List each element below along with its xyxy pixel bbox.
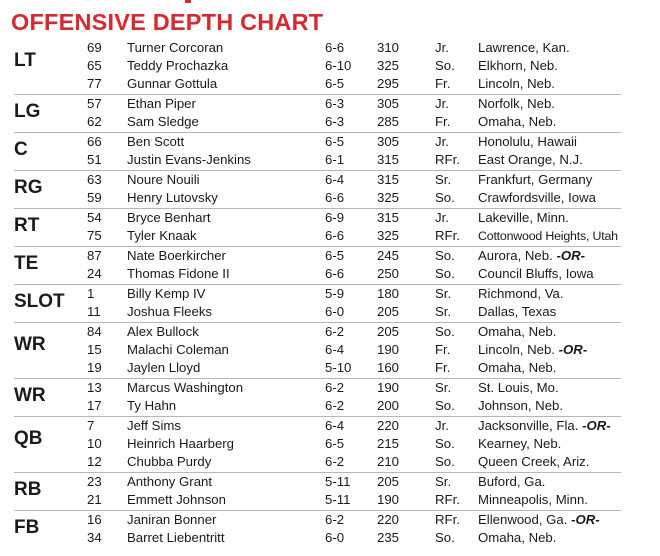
player-height: 6-4 — [325, 172, 345, 187]
player-weight: 210 — [377, 454, 400, 469]
player-hometown — [478, 341, 587, 359]
or-marker: -OR- — [571, 512, 600, 527]
player-row — [14, 435, 621, 453]
player-height: 6-4 — [325, 418, 345, 433]
jersey-number: 13 — [87, 380, 102, 395]
jersey-number: 23 — [87, 474, 102, 489]
player-row — [14, 265, 621, 283]
player-row — [14, 227, 621, 245]
player-name: Billy Kemp IV — [127, 286, 206, 301]
jersey-number: 24 — [87, 266, 102, 281]
player-height: 6-6 — [325, 228, 345, 243]
player-weight: 215 — [377, 436, 400, 451]
player-weight: 190 — [377, 492, 400, 507]
player-height: 6-2 — [325, 380, 345, 395]
player-height: 5-11 — [325, 492, 351, 507]
player-height: 6-3 — [325, 96, 345, 111]
position-label: RT — [14, 215, 40, 236]
player-height: 6-1 — [325, 152, 345, 167]
hometown-text: Cottonwood Heights, Utah — [478, 229, 618, 243]
player-year: Sr. — [435, 474, 452, 489]
player-weight: 245 — [377, 248, 400, 263]
player-name: Tyler Knaak — [127, 228, 197, 243]
player-weight: 250 — [377, 266, 400, 281]
hometown-text: Crawfordsville, Iowa — [478, 190, 596, 205]
player-name: Joshua Fleeks — [127, 304, 213, 319]
player-hometown — [478, 491, 588, 509]
player-row — [14, 453, 621, 471]
player-year: Sr. — [435, 286, 452, 301]
hometown-text: Jacksonville, Fla. — [478, 418, 579, 433]
player-year: So. — [435, 190, 455, 205]
position-group-te — [14, 247, 621, 285]
player-name: Jeff Sims — [127, 418, 181, 433]
player-weight: 220 — [377, 512, 400, 527]
player-name: Justin Evans-Jenkins — [127, 152, 251, 167]
player-hometown — [478, 285, 564, 303]
hometown-text: Lincoln, Neb. — [478, 342, 555, 357]
player-weight: 325 — [377, 190, 400, 205]
player-height: 6-0 — [325, 304, 345, 319]
jersey-number: 12 — [87, 454, 102, 469]
player-height: 6-4 — [325, 342, 345, 357]
or-marker: -OR- — [558, 342, 588, 357]
player-row — [14, 323, 621, 341]
hometown-text: Queen Creek, Ariz. — [478, 454, 590, 469]
player-year: Fr. — [435, 76, 451, 91]
hometown-text: Norfolk, Neb. — [478, 96, 555, 111]
hometown-text: Minneapolis, Minn. — [478, 492, 588, 507]
player-name: Malachi Coleman — [127, 342, 229, 357]
jersey-number: 17 — [87, 398, 102, 413]
player-name: Anthony Grant — [127, 474, 213, 489]
jersey-number: 65 — [87, 58, 102, 73]
player-weight: 190 — [377, 380, 400, 395]
player-hometown — [478, 323, 556, 341]
player-weight: 310 — [377, 40, 400, 55]
player-row — [14, 511, 621, 529]
player-height: 6-5 — [325, 76, 345, 91]
player-weight: 325 — [377, 228, 400, 243]
player-height: 6-6 — [325, 40, 345, 55]
player-hometown — [478, 133, 577, 151]
position-label: TE — [14, 253, 39, 274]
jersey-number: 62 — [87, 114, 102, 129]
position-label: LG — [14, 101, 41, 122]
player-name: Marcus Washington — [127, 380, 244, 395]
player-name: Gunnar Gottula — [127, 76, 218, 91]
position-group-qb — [14, 417, 621, 473]
jersey-number: 16 — [87, 512, 102, 527]
hometown-text: Ellenwood, Ga. — [478, 512, 568, 527]
player-weight: 325 — [377, 58, 400, 73]
player-hometown — [478, 113, 556, 131]
player-row — [14, 491, 621, 509]
player-year: So. — [435, 398, 455, 413]
player-name: Heinrich Haarberg — [127, 436, 235, 451]
player-row — [14, 189, 621, 207]
player-year: RFr. — [435, 492, 460, 507]
player-hometown — [478, 39, 570, 57]
position-label: WR — [14, 334, 46, 355]
player-hometown — [478, 95, 555, 113]
position-label: QB — [14, 428, 43, 449]
position-group-c — [14, 133, 621, 171]
hometown-text: East Orange, N.J. — [478, 152, 583, 167]
player-hometown — [478, 379, 559, 397]
jersey-number: 63 — [87, 172, 102, 187]
position-group-rt — [14, 209, 621, 247]
player-row — [14, 473, 621, 491]
position-label: WR — [14, 385, 46, 406]
player-row — [14, 379, 621, 397]
player-row — [14, 359, 621, 377]
player-row — [14, 95, 621, 113]
player-name: Emmett Johnson — [127, 492, 226, 507]
player-year: Fr. — [435, 360, 451, 375]
jersey-number: 7 — [87, 418, 95, 433]
jersey-number: 21 — [87, 492, 102, 507]
player-height: 5-11 — [325, 474, 351, 489]
hometown-text: Kearney, Neb. — [478, 436, 562, 451]
player-name: Chubba Purdy — [127, 454, 212, 469]
hometown-text: Dallas, Texas — [478, 304, 557, 319]
jersey-number: 10 — [87, 436, 102, 451]
player-year: So. — [435, 454, 455, 469]
player-height: 6-6 — [325, 266, 345, 281]
player-year: Fr. — [435, 342, 451, 357]
player-name: Barret Liebentritt — [127, 530, 225, 545]
hometown-text: Omaha, Neb. — [478, 114, 557, 129]
or-marker: -OR- — [556, 248, 586, 263]
position-label: FB — [14, 517, 40, 538]
player-weight: 160 — [377, 360, 400, 375]
player-height: 6-9 — [325, 210, 345, 225]
player-name: Janiran Bonner — [127, 512, 217, 527]
jersey-number: 15 — [87, 342, 102, 357]
hometown-text: Lawrence, Kan. — [478, 40, 570, 55]
player-hometown — [478, 435, 561, 453]
jersey-number: 84 — [87, 324, 102, 339]
player-year: Fr. — [435, 114, 451, 129]
player-height: 6-2 — [325, 398, 345, 413]
player-year: Sr. — [435, 380, 452, 395]
player-year: Jr. — [435, 210, 449, 225]
jersey-number: 34 — [87, 530, 102, 545]
position-group-wr — [14, 323, 621, 379]
title-top-accent — [185, 0, 191, 3]
player-hometown — [478, 303, 556, 321]
player-row — [14, 529, 621, 547]
player-height: 6-2 — [325, 454, 345, 469]
position-group-fb — [14, 511, 621, 549]
player-hometown — [478, 265, 594, 283]
position-label: RG — [14, 177, 43, 198]
hometown-text: Omaha, Neb. — [478, 324, 557, 339]
hometown-text: Council Bluffs, Iowa — [478, 266, 594, 281]
player-year: Jr. — [435, 134, 449, 149]
player-height: 6-5 — [325, 134, 345, 149]
player-row — [14, 151, 621, 169]
hometown-text: St. Louis, Mo. — [478, 380, 559, 395]
player-name: Ethan Piper — [127, 96, 196, 111]
jersey-number: 57 — [87, 96, 102, 111]
player-height: 6-6 — [325, 190, 345, 205]
player-row — [14, 133, 621, 151]
player-year: Sr. — [435, 172, 452, 187]
player-height: 6-2 — [325, 512, 345, 527]
player-row — [14, 113, 621, 131]
player-hometown — [478, 247, 585, 265]
player-name: Ty Hahn — [127, 398, 177, 413]
player-row — [14, 247, 621, 265]
player-hometown — [478, 417, 611, 435]
player-row — [14, 303, 621, 321]
player-year: Jr. — [435, 96, 449, 111]
player-hometown — [478, 453, 589, 471]
player-weight: 305 — [377, 134, 400, 149]
position-label: RB — [14, 479, 42, 500]
player-hometown — [478, 57, 558, 75]
player-name: Bryce Benhart — [127, 210, 211, 225]
player-height: 5-10 — [325, 360, 352, 375]
player-hometown — [478, 209, 569, 227]
player-hometown — [478, 473, 545, 491]
player-row — [14, 397, 621, 415]
player-year: RFr. — [435, 228, 460, 243]
hometown-text: Richmond, Va. — [478, 286, 564, 301]
position-group-lt — [14, 39, 621, 95]
player-weight: 180 — [377, 286, 400, 301]
player-name: Thomas Fidone II — [127, 266, 230, 281]
hometown-text: Elkhorn, Neb. — [478, 58, 558, 73]
player-height: 6-5 — [325, 248, 345, 263]
player-year: So. — [435, 530, 455, 545]
hometown-text: Aurora, Neb. — [478, 248, 553, 263]
hometown-text: Omaha, Neb. — [478, 530, 557, 545]
hometown-text: Omaha, Neb. — [478, 360, 557, 375]
player-weight: 220 — [377, 418, 400, 433]
player-row — [14, 417, 621, 435]
player-name: Ben Scott — [127, 134, 185, 149]
player-year: So. — [435, 58, 455, 73]
player-hometown — [478, 359, 556, 377]
jersey-number: 11 — [87, 304, 101, 319]
player-row — [14, 341, 621, 359]
player-year: So. — [435, 248, 455, 263]
player-hometown — [478, 227, 618, 245]
player-name: Turner Corcoran — [127, 40, 224, 55]
player-name: Alex Bullock — [127, 324, 199, 339]
hometown-text: Johnson, Neb. — [478, 398, 564, 413]
position-label: LT — [14, 50, 36, 71]
player-hometown — [478, 529, 556, 547]
jersey-number: 77 — [87, 76, 102, 91]
position-group-lg — [14, 95, 621, 133]
player-weight: 315 — [377, 152, 400, 167]
position-group-slot — [14, 285, 621, 323]
player-weight: 305 — [377, 96, 400, 111]
jersey-number: 66 — [87, 134, 102, 149]
position-label: C — [14, 139, 28, 160]
player-weight: 200 — [377, 398, 400, 413]
position-label: SLOT — [14, 291, 65, 312]
player-year: Jr. — [435, 418, 449, 433]
jersey-number: 51 — [87, 152, 102, 167]
position-group-wr — [14, 379, 621, 417]
jersey-number: 1 — [87, 286, 95, 301]
page-title: OFFENSIVE DEPTH CHART — [11, 9, 324, 35]
player-year: So. — [435, 266, 455, 281]
player-weight: 205 — [377, 474, 400, 489]
jersey-number: 19 — [87, 360, 102, 375]
player-height: 6-3 — [325, 114, 345, 129]
player-weight: 190 — [377, 342, 400, 357]
player-name: Jaylen Lloyd — [127, 360, 201, 375]
player-weight: 315 — [377, 210, 400, 225]
hometown-text: Lincoln, Neb. — [478, 76, 555, 91]
player-hometown — [478, 75, 555, 93]
hometown-text: Buford, Ga. — [478, 474, 546, 489]
player-hometown — [478, 511, 600, 529]
jersey-number: 87 — [87, 248, 102, 263]
player-row — [14, 57, 621, 75]
player-weight: 205 — [377, 324, 400, 339]
player-name: Henry Lutovsky — [127, 190, 218, 205]
jersey-number: 69 — [87, 40, 102, 55]
position-group-rb — [14, 473, 621, 511]
player-hometown — [478, 397, 563, 415]
player-hometown — [478, 171, 592, 189]
player-weight: 235 — [377, 530, 400, 545]
player-year: So. — [435, 324, 455, 339]
jersey-number: 75 — [87, 228, 102, 243]
player-year: So. — [435, 436, 455, 451]
hometown-text: Frankfurt, Germany — [478, 172, 593, 187]
player-row — [14, 285, 621, 303]
player-weight: 295 — [377, 76, 400, 91]
player-weight: 315 — [377, 172, 400, 187]
player-height: 5-9 — [325, 286, 345, 301]
player-weight: 285 — [377, 114, 400, 129]
player-hometown — [478, 189, 596, 207]
player-height: 6-5 — [325, 436, 345, 451]
jersey-number: 54 — [87, 210, 102, 225]
player-hometown — [478, 151, 583, 169]
player-row — [14, 39, 621, 57]
player-name: Sam Sledge — [127, 114, 199, 129]
player-height: 6-10 — [325, 58, 352, 73]
player-year: RFr. — [435, 512, 460, 527]
hometown-text: Honolulu, Hawaii — [478, 134, 577, 149]
player-name: Nate Boerkircher — [127, 248, 226, 263]
player-name: Noure Nouili — [127, 172, 200, 187]
player-year: Jr. — [435, 40, 449, 55]
position-group-rg — [14, 171, 621, 209]
hometown-text: Lakeville, Minn. — [478, 210, 569, 225]
player-height: 6-2 — [325, 324, 345, 339]
player-row — [14, 171, 621, 189]
player-row — [14, 209, 621, 227]
player-height: 6-0 — [325, 530, 345, 545]
player-row — [14, 75, 621, 93]
or-marker: -OR- — [582, 418, 611, 433]
jersey-number: 59 — [87, 190, 102, 205]
player-year: RFr. — [435, 152, 460, 167]
player-year: Sr. — [435, 304, 452, 319]
player-name: Teddy Prochazka — [127, 58, 229, 73]
player-weight: 205 — [377, 304, 400, 319]
